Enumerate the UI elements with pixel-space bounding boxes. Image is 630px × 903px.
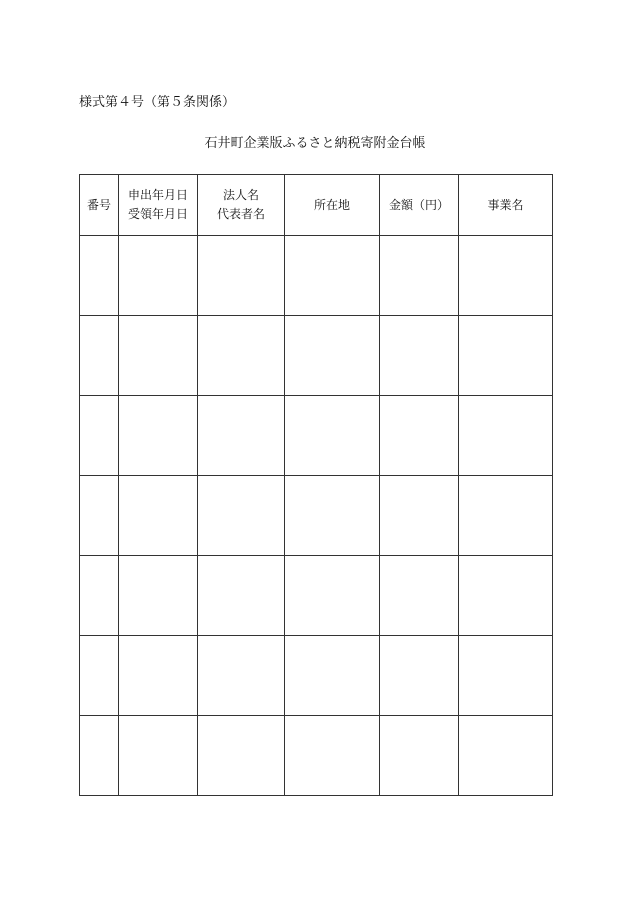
form-number: 様式第４号（第５条関係）	[79, 95, 236, 110]
header-amount: 金額（円）	[380, 175, 459, 236]
cell-dates	[119, 716, 198, 796]
cell-dates	[119, 476, 198, 556]
table-row	[80, 396, 553, 476]
table-row	[80, 636, 553, 716]
cell-number	[80, 556, 119, 636]
cell-dates	[119, 316, 198, 396]
cell-name	[198, 316, 285, 396]
cell-name	[198, 476, 285, 556]
cell-number	[80, 396, 119, 476]
header-dates-line1: 申出年月日	[127, 188, 188, 202]
document-title: 石井町企業版ふるさと納税寄附金台帳	[204, 136, 426, 151]
header-name-line1: 法人名	[222, 188, 259, 202]
donation-ledger-table	[79, 174, 553, 796]
cell-project	[459, 556, 553, 636]
cell-number	[80, 316, 119, 396]
cell-number	[80, 636, 119, 716]
cell-name	[198, 556, 285, 636]
cell-amount	[380, 716, 459, 796]
cell-amount	[380, 396, 459, 476]
table-row	[80, 556, 553, 636]
cell-dates	[119, 556, 198, 636]
table-row	[80, 716, 553, 796]
cell-address	[285, 556, 380, 636]
header-project: 事業名	[459, 175, 553, 236]
header-address: 所在地	[285, 175, 380, 236]
cell-project	[459, 476, 553, 556]
cell-address	[285, 396, 380, 476]
cell-amount	[380, 556, 459, 636]
cell-name	[198, 716, 285, 796]
cell-name	[198, 236, 285, 316]
header-dates	[119, 175, 198, 236]
cell-address	[285, 236, 380, 316]
cell-project	[459, 396, 553, 476]
cell-project	[459, 236, 553, 316]
cell-dates	[119, 236, 198, 316]
cell-dates	[119, 396, 198, 476]
cell-address	[285, 316, 380, 396]
cell-address	[285, 476, 380, 556]
table-row	[80, 316, 553, 396]
cell-amount	[380, 476, 459, 556]
header-dates-line2: 受領年月日	[127, 207, 188, 221]
header-name-line2: 代表者名	[216, 207, 265, 221]
cell-name	[198, 396, 285, 476]
header-number: 番号	[80, 175, 119, 236]
cell-project	[459, 316, 553, 396]
cell-dates	[119, 636, 198, 716]
cell-address	[285, 716, 380, 796]
table-row	[80, 236, 553, 316]
cell-project	[459, 716, 553, 796]
cell-number	[80, 236, 119, 316]
cell-number	[80, 476, 119, 556]
cell-amount	[380, 636, 459, 716]
cell-project	[459, 636, 553, 716]
cell-address	[285, 636, 380, 716]
table-header-row	[80, 175, 553, 236]
cell-amount	[380, 316, 459, 396]
cell-name	[198, 636, 285, 716]
header-name	[198, 175, 285, 236]
cell-number	[80, 716, 119, 796]
cell-amount	[380, 236, 459, 316]
table-row	[80, 476, 553, 556]
